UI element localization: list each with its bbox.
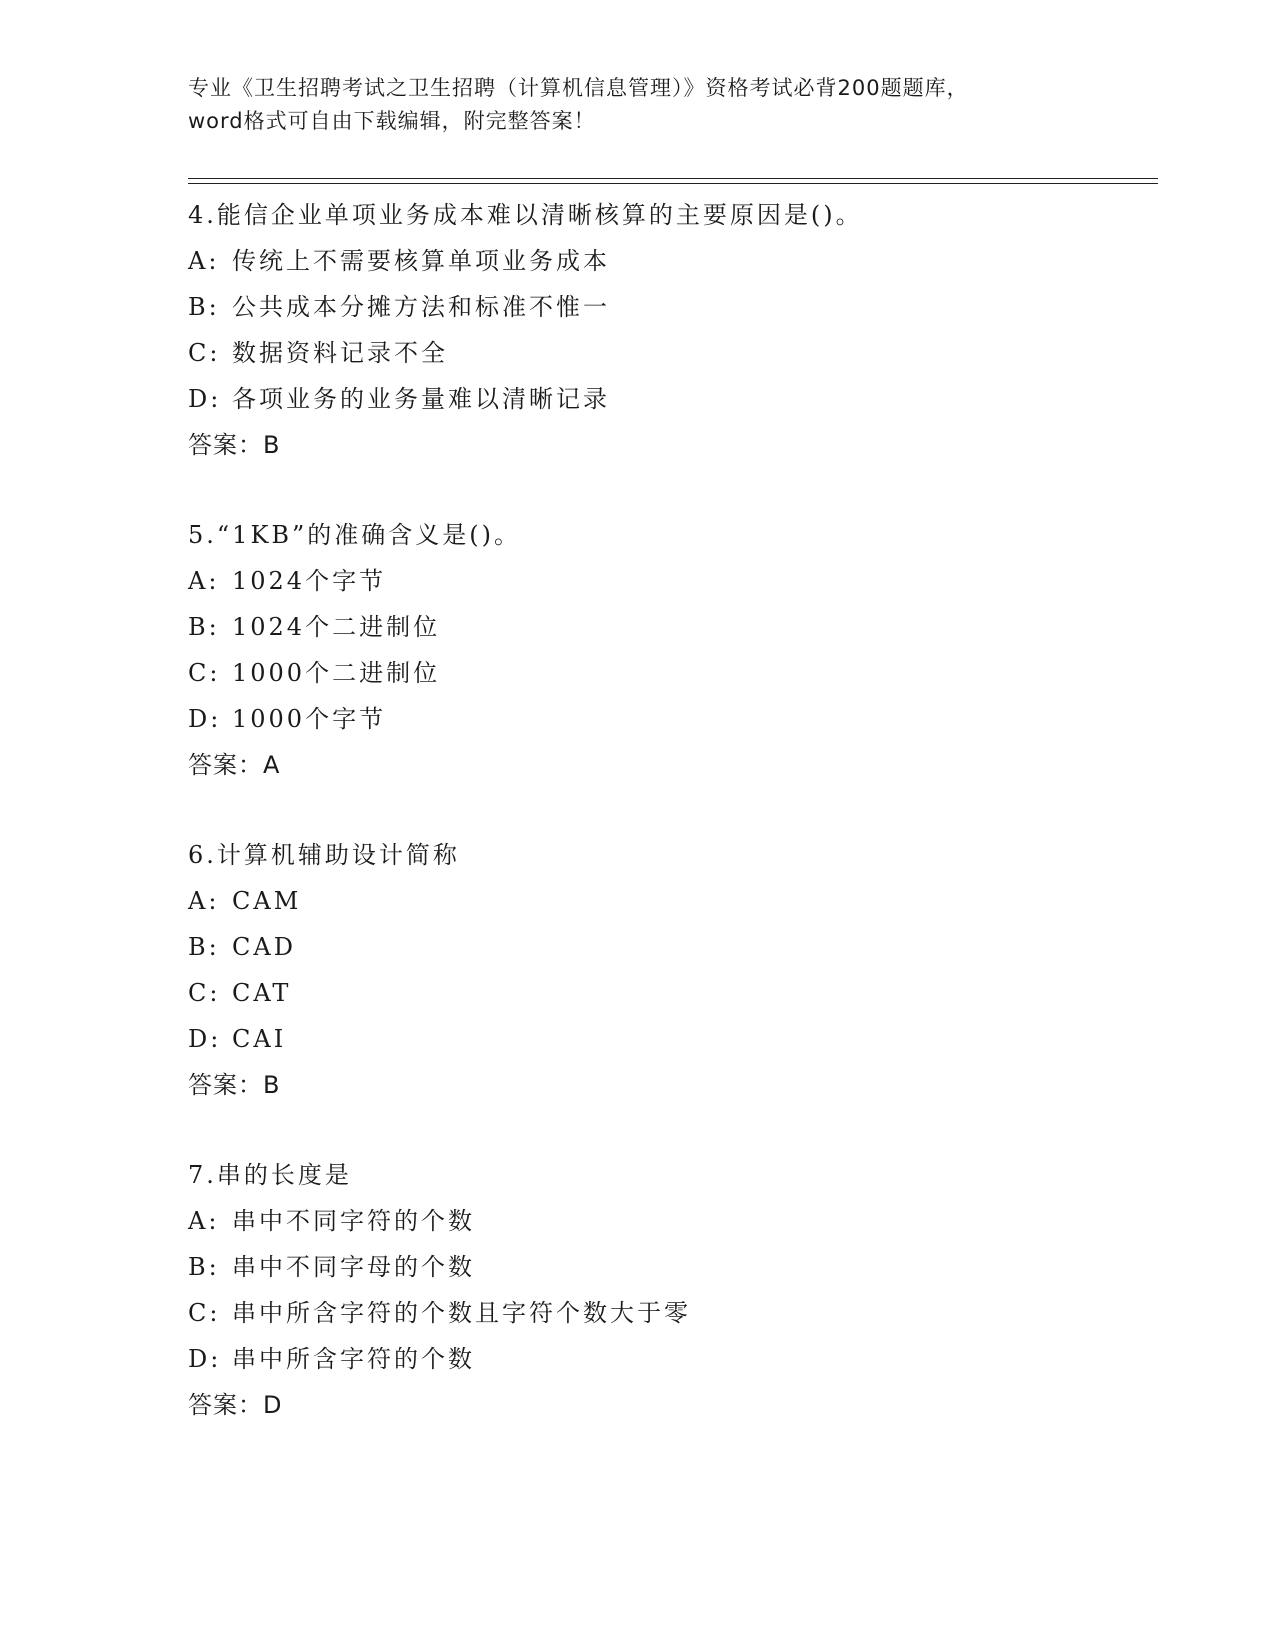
answer-value: B — [263, 431, 281, 459]
answer-prefix: 答案： — [188, 1071, 263, 1099]
header-divider-bottom — [188, 183, 1158, 184]
question-list — [188, 192, 1148, 1472]
answer-line — [188, 422, 1148, 468]
answer-line — [188, 1062, 1148, 1108]
option-text: CAT — [232, 979, 292, 1007]
option-text: 串中不同字母的个数 — [232, 1253, 475, 1281]
option-label: C: — [188, 659, 221, 687]
option-text: CAM — [232, 887, 302, 915]
option-label: A: — [188, 887, 220, 915]
question-title: 5.“1KB”的准确含义是()。 — [188, 521, 521, 549]
option-a — [188, 558, 1148, 604]
option-text: 公共成本分摊方法和标准不惟一 — [232, 293, 610, 321]
option-text: 串中不同字符的个数 — [232, 1207, 475, 1235]
option-label: B: — [188, 933, 220, 961]
answer-prefix: 答案： — [188, 431, 263, 459]
option-text: 1024个字节 — [232, 567, 387, 595]
option-d — [188, 696, 1148, 742]
option-label: D: — [188, 1345, 222, 1373]
option-d — [188, 376, 1148, 422]
option-label: D: — [188, 1025, 222, 1053]
option-text: 1024个二进制位 — [232, 613, 441, 641]
option-label: A: — [188, 1207, 220, 1235]
option-label: D: — [188, 385, 222, 413]
question-title: 6.计算机辅助设计简称 — [188, 841, 460, 869]
option-d — [188, 1016, 1148, 1062]
answer-prefix: 答案： — [188, 1391, 263, 1419]
answer-value: A — [263, 751, 281, 779]
answer-prefix: 答案： — [188, 751, 263, 779]
option-c — [188, 650, 1148, 696]
option-label: C: — [188, 1299, 221, 1327]
answer-value: B — [263, 1071, 281, 1099]
option-b — [188, 924, 1148, 970]
header-line-2: word格式可自由下载编辑，附完整答案！ — [188, 109, 596, 133]
option-text: 串中所含字符的个数且字符个数大于零 — [232, 1299, 691, 1327]
header-divider-top — [188, 178, 1158, 179]
option-c — [188, 330, 1148, 376]
option-label: B: — [188, 293, 220, 321]
question-6 — [188, 832, 1148, 1108]
question-4 — [188, 192, 1148, 468]
option-label: C: — [188, 339, 221, 367]
option-a — [188, 878, 1148, 924]
answer-value: D — [263, 1391, 283, 1419]
question-title: 4.能信企业单项业务成本难以清晰核算的主要原因是()。 — [188, 201, 863, 229]
option-c — [188, 970, 1148, 1016]
option-text: CAD — [232, 933, 296, 961]
question-5 — [188, 512, 1148, 788]
answer-line — [188, 1382, 1148, 1428]
option-b — [188, 284, 1148, 330]
option-text: CAI — [232, 1025, 287, 1053]
header-line-1: 专业《卫生招聘考试之卫生招聘（计算机信息管理）》资格考试必背200题题库， — [188, 76, 969, 100]
option-text: 传统上不需要核算单项业务成本 — [232, 247, 610, 275]
option-label: C: — [188, 979, 221, 1007]
option-c — [188, 1290, 1148, 1336]
option-text: 串中所含字符的个数 — [232, 1345, 475, 1373]
option-text: 1000个二进制位 — [232, 659, 441, 687]
document-header — [188, 72, 1088, 138]
option-text: 各项业务的业务量难以清晰记录 — [232, 385, 610, 413]
answer-line — [188, 742, 1148, 788]
option-d — [188, 1336, 1148, 1382]
option-label: B: — [188, 613, 220, 641]
option-label: A: — [188, 247, 220, 275]
option-label: B: — [188, 1253, 220, 1281]
option-a — [188, 1198, 1148, 1244]
option-label: D: — [188, 705, 222, 733]
option-label: A: — [188, 567, 220, 595]
option-b — [188, 1244, 1148, 1290]
option-text: 1000个字节 — [232, 705, 387, 733]
question-7 — [188, 1152, 1148, 1428]
option-a — [188, 238, 1148, 284]
question-title: 7.串的长度是 — [188, 1161, 352, 1189]
option-text: 数据资料记录不全 — [232, 339, 448, 367]
option-b — [188, 604, 1148, 650]
